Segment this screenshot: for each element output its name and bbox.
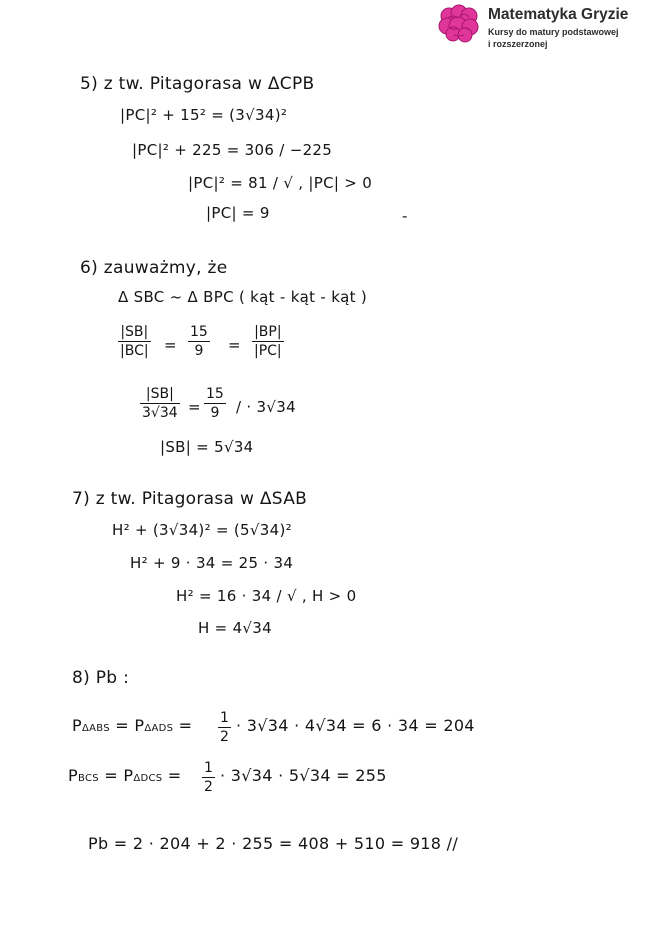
step-8-heading: 8) Pb : [72, 668, 130, 688]
step-7-line-4: H = 4√34 [198, 619, 272, 637]
fraction-15-9 [188, 323, 210, 360]
fraction-denominator: 3√34 [142, 405, 178, 421]
step-6-operation: / · 3√34 [236, 398, 296, 416]
fraction-15-9-b [204, 385, 226, 422]
fraction-sb-3root34 [140, 385, 180, 422]
fraction-numerator: |BP| [254, 324, 282, 340]
area-bcs-equation [68, 766, 181, 785]
area-abs-rest: · 3√34 · 4√34 = 6 · 34 = 204 [236, 716, 475, 735]
equals-sign: = [162, 766, 182, 785]
fraction-denominator: 9 [194, 343, 204, 359]
triangle-bcs-subscript: BCS [77, 773, 99, 784]
fraction-denominator: 2 [204, 779, 213, 795]
fraction-one-half-b [202, 759, 215, 796]
fraction-denominator: 9 [210, 405, 220, 421]
brand-tagline [488, 26, 662, 50]
step-5-line-4: |PC| = 9 [206, 204, 270, 222]
fraction-numerator: |SB| [145, 386, 174, 402]
area-symbol: P [72, 716, 82, 735]
step-5-line-2: |PC|² + 225 = 306 / −225 [132, 141, 333, 159]
triangle-dcs-subscript: ΔDCS [133, 773, 163, 784]
area-symbol: P [68, 766, 78, 785]
fraction-numerator: |SB| [120, 324, 149, 340]
fraction-numerator: 15 [190, 324, 208, 340]
fraction-numerator: 15 [206, 386, 224, 402]
step-7-heading: 7) z tw. Pitagorasa w ΔSAB [72, 489, 308, 509]
step-5-line-1: |PC|² + 15² = (3√34)² [120, 106, 288, 124]
step-5-dash: - [402, 207, 408, 225]
step-6-similarity: Δ SBC ~ Δ BPC ( kąt - kąt - kąt ) [118, 288, 368, 306]
step-7-line-3: H² = 16 · 34 / √ , H > 0 [176, 587, 357, 605]
area-bcs-rest: · 3√34 · 5√34 = 255 [220, 766, 387, 785]
step-5-line-3: |PC|² = 81 / √ , |PC| > 0 [188, 174, 373, 192]
fraction-denominator: |BC| [120, 343, 149, 359]
triangle-ads-subscript: ΔADS [144, 723, 174, 734]
brand-tagline-line-2: i rozszerzonej [488, 39, 548, 49]
equals-sign: = [164, 336, 177, 354]
pink-brain-icon [438, 4, 480, 44]
fraction-one-half [218, 709, 231, 746]
equals-sign: = [173, 716, 193, 735]
step-6-result: |SB| = 5√34 [160, 438, 254, 456]
step-7-line-2: H² + 9 · 34 = 25 · 34 [130, 554, 294, 572]
area-abs-equation [72, 716, 192, 735]
equals-area-symbol: = P [109, 716, 145, 735]
fraction-bp-pc [252, 323, 284, 360]
brand-tagline-line-1: Kursy do matury podstawowej [488, 27, 619, 37]
final-lateral-area: Pb = 2 · 204 + 2 · 255 = 408 + 510 = 918 // [88, 834, 459, 853]
triangle-abs-subscript: ΔABS [81, 723, 110, 734]
brand-title: Matematyka Gryzie [488, 6, 629, 23]
fraction-numerator: 1 [204, 760, 213, 776]
step-5-heading: 5) z tw. Pitagorasa w ΔCPB [80, 74, 315, 94]
equals-sign: = [188, 398, 201, 416]
equals-area-symbol: = P [98, 766, 134, 785]
step-7-line-1: H² + (3√34)² = (5√34)² [112, 521, 292, 539]
fraction-denominator: 2 [220, 729, 229, 745]
fraction-denominator: |PC| [254, 343, 282, 359]
step-6-heading: 6) zauważmy, że [80, 258, 228, 278]
equals-sign: = [228, 336, 241, 354]
brand-logo [434, 4, 662, 52]
fraction-sb-bc [118, 323, 151, 360]
fraction-numerator: 1 [220, 710, 229, 726]
